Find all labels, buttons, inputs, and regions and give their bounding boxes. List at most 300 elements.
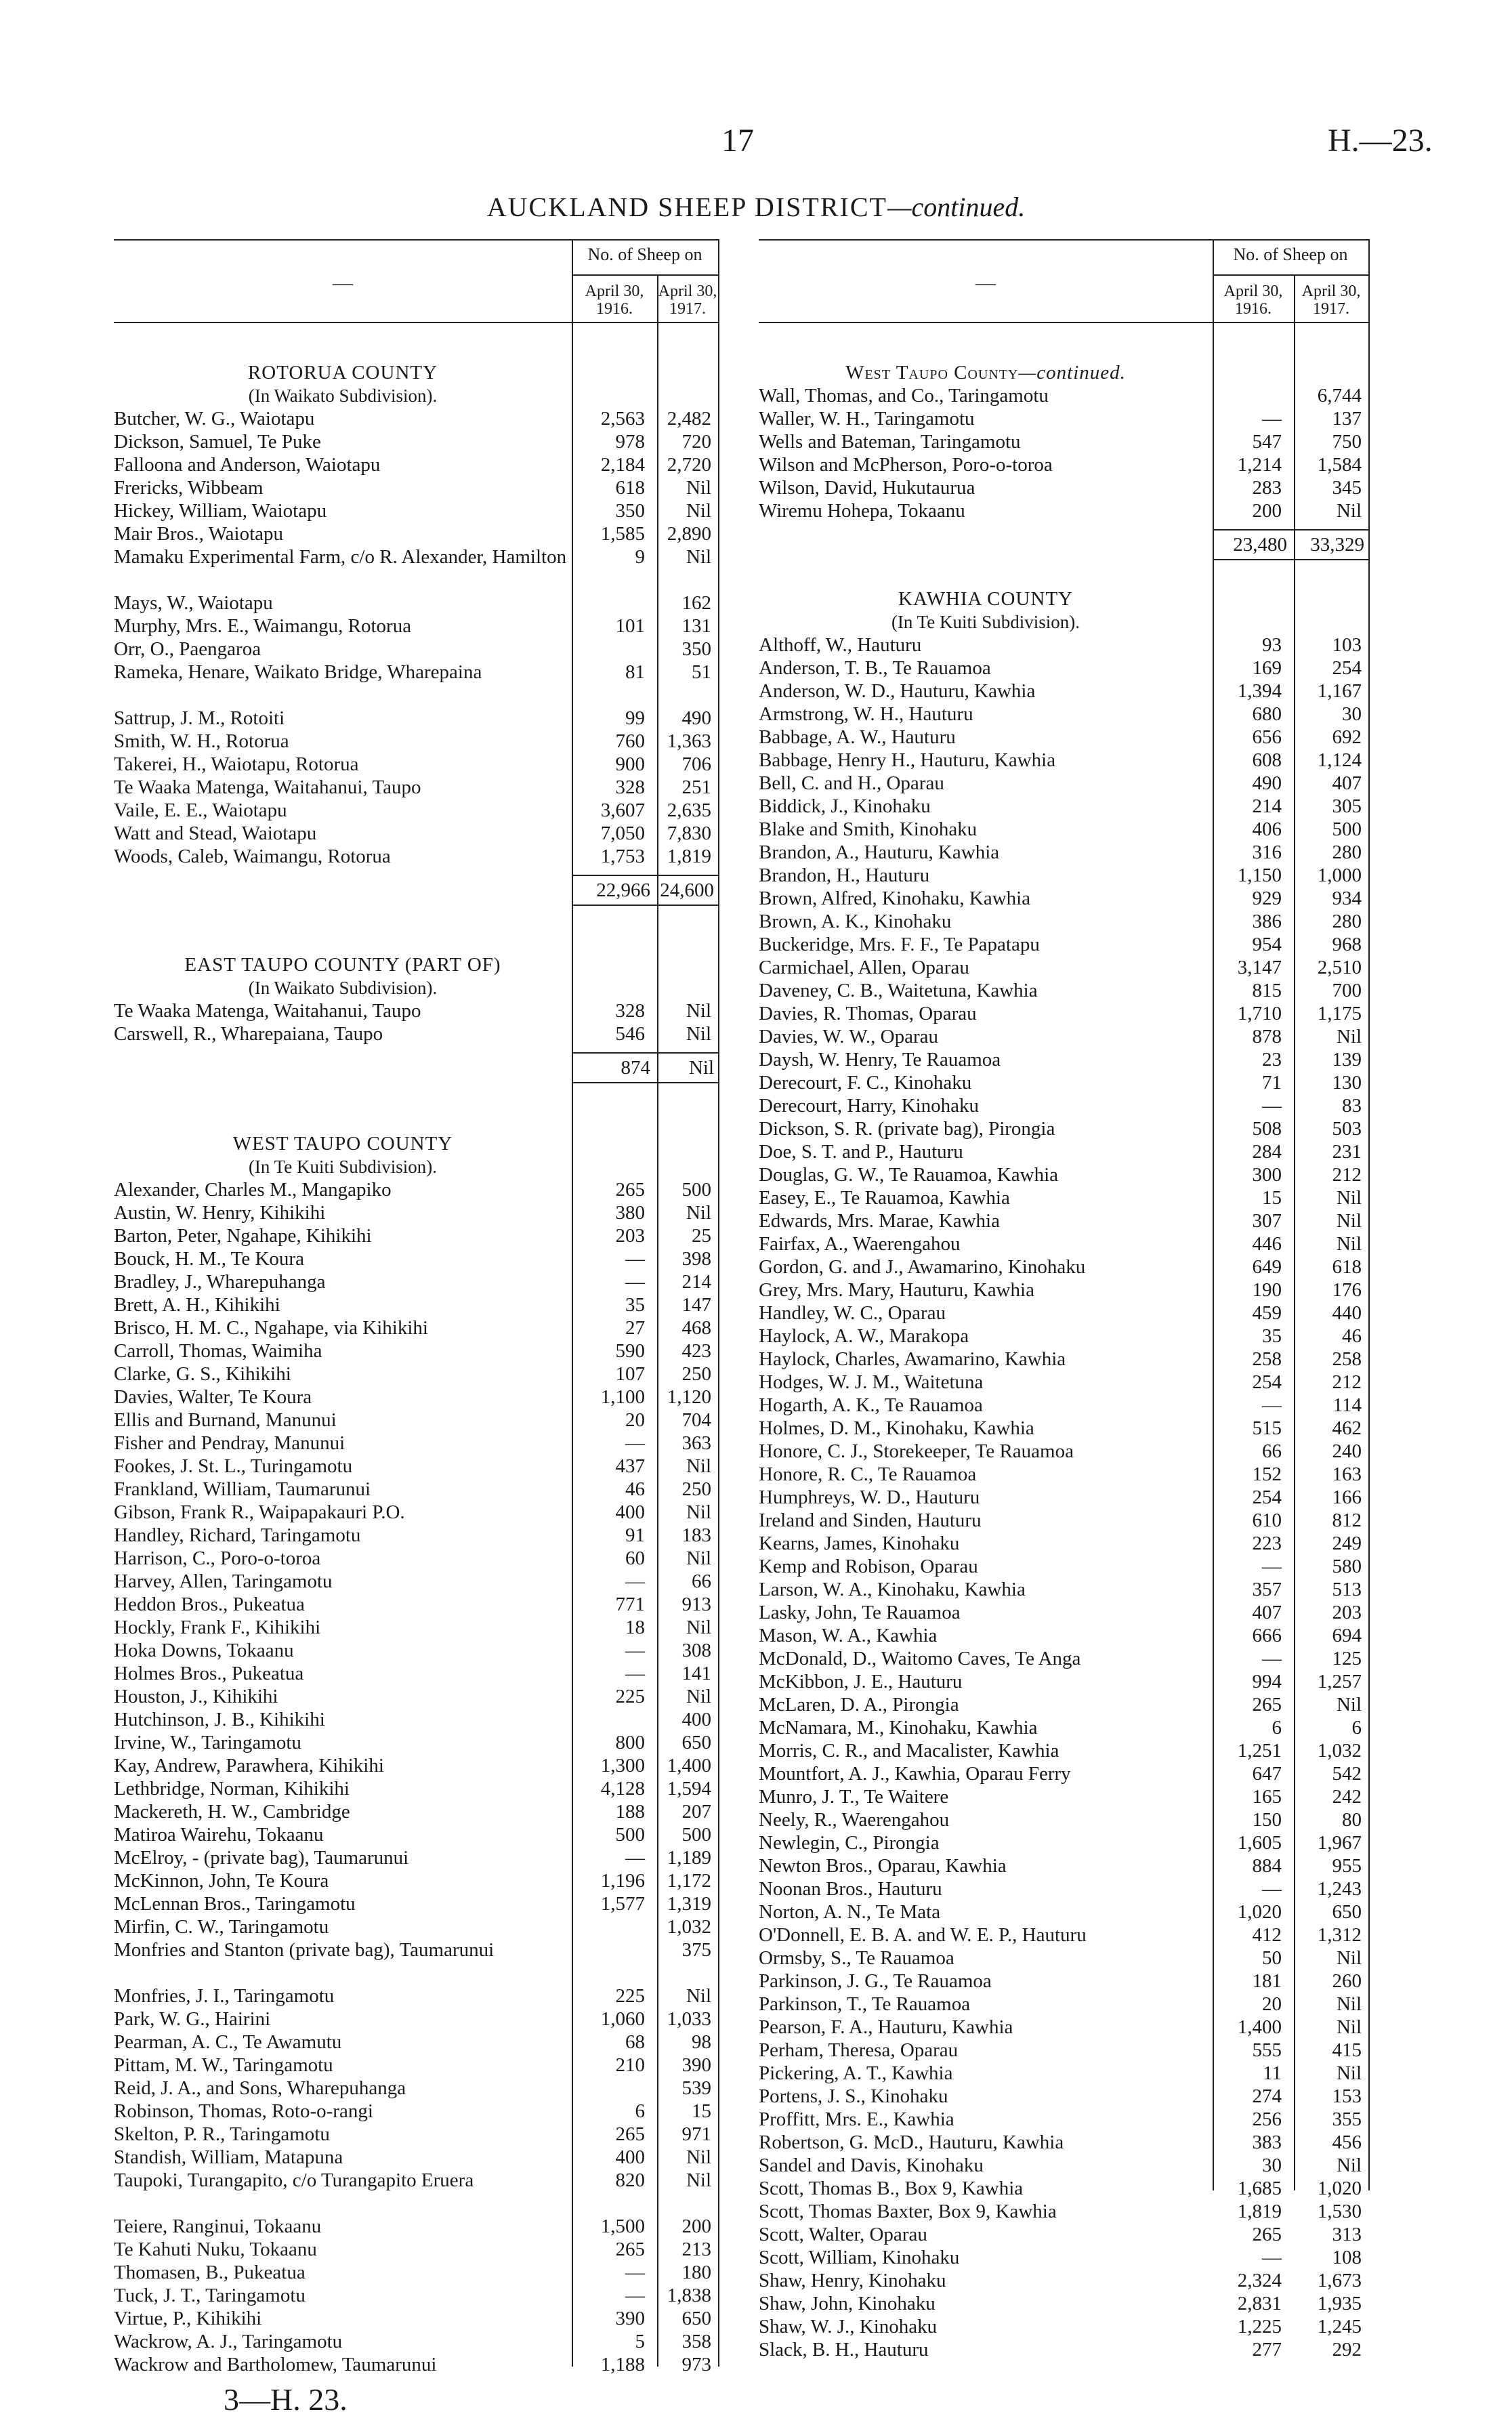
table-row-name <box>114 2077 406 2100</box>
row-name-text: Murphy, Mrs. E., Waimangu, Rotorua <box>114 615 412 637</box>
table-row-name <box>759 1555 978 1578</box>
row-value-1917: 971 <box>681 2123 711 2145</box>
table-row-name <box>114 1846 408 1869</box>
row-value-1916: 91 <box>625 1524 645 1546</box>
table-row-name <box>759 2315 937 2338</box>
row-name-text: Hutchinson, J. B., Kihikihi <box>114 1709 325 1730</box>
row-name-text: Irvine, W., Taringamotu <box>114 1732 301 1753</box>
table-row-name <box>759 1624 937 1647</box>
table-row-name <box>759 2131 1064 2154</box>
table-row-name <box>759 1325 969 1348</box>
row-value-1917: Nil <box>686 1686 711 1707</box>
row-name-text: Babbage, Henry H., Hauturu, Kawhia <box>759 749 1056 771</box>
row-name-text: Holmes, D. M., Kinohaku, Kawhia <box>759 1417 1034 1439</box>
table-row-name <box>759 1348 1066 1371</box>
row-value-1916: 547 <box>1252 431 1282 453</box>
row-name-text: Te Kahuti Nuku, Tokaanu <box>114 2239 317 2260</box>
row-value-1916: 800 <box>615 1732 645 1753</box>
row-value-1917: 313 <box>1332 2224 1362 2245</box>
table-row-name <box>759 384 1049 407</box>
row-name-text: Slack, B. H., Hauturu <box>759 2339 929 2361</box>
row-value-1917: 15 <box>692 2100 711 2122</box>
row-name-text: Standish, William, Matapuna <box>114 2146 343 2168</box>
row-value-1916: 400 <box>615 2146 645 2168</box>
table-row-name <box>759 680 1035 703</box>
section-subheading: (In Waikato Subdivision). <box>248 978 438 998</box>
table-row-name <box>114 1178 392 1201</box>
row-name-text: Fisher and Pendray, Manunui <box>114 1432 345 1454</box>
row-name-text: McKibbon, J. E., Hauturu <box>759 1671 963 1692</box>
table-row-name <box>114 2031 341 2054</box>
row-name-text: Buckeridge, Mrs. F. F., Te Papatapu <box>759 934 1040 955</box>
row-value-1916: 225 <box>615 1985 645 2007</box>
table-row-name <box>759 1923 1087 1947</box>
table-row-name <box>759 1739 1059 1762</box>
row-value-1916: 1,214 <box>1237 454 1282 476</box>
row-name-text: Daveney, C. B., Waitetuna, Kawhia <box>759 980 1038 1001</box>
row-value-1916: 994 <box>1252 1671 1282 1692</box>
row-value-1916: 274 <box>1252 2085 1282 2107</box>
row-value-1916: — <box>1262 1095 1282 1117</box>
table-row-name <box>114 2123 330 2146</box>
row-name-text: Mason, W. A., Kawhia <box>759 1625 938 1646</box>
row-value-1916: — <box>625 1847 645 1869</box>
document-code: H.—23. <box>1328 123 1433 159</box>
row-value-1917: 500 <box>1332 818 1362 840</box>
row-name-text: Perham, Theresa, Oparau <box>759 2039 959 2061</box>
row-value-1916: 1,400 <box>1237 2016 1282 2038</box>
row-value-1917: 231 <box>1332 1141 1362 1163</box>
table-row-name <box>759 2200 1057 2223</box>
row-value-1917: 1,172 <box>667 1870 711 1892</box>
section-subheading: (In Waikato Subdivision). <box>248 386 438 406</box>
table-row-name <box>114 730 289 753</box>
row-value-1917: 280 <box>1332 841 1362 863</box>
row-value-1916: 60 <box>625 1547 645 1569</box>
row-value-1916: 7,050 <box>600 823 645 844</box>
row-value-1916: — <box>625 2285 645 2306</box>
table-row-name <box>114 430 321 453</box>
row-value-1917: 913 <box>681 1594 711 1615</box>
row-name-text: Matiroa Wairehu, Tokaanu <box>114 1824 324 1846</box>
row-value-1917: 6,744 <box>1317 385 1362 407</box>
row-value-1916: 383 <box>1252 2132 1282 2153</box>
row-name-text: Shaw, Henry, Kinohaku <box>759 2270 946 2291</box>
row-value-1917: 214 <box>681 1271 711 1293</box>
footer-signature: 3—H. 23. <box>224 2382 348 2417</box>
table-row-name <box>114 845 391 868</box>
row-value-1916: 1,685 <box>1237 2178 1282 2199</box>
row-value-1916: 1,188 <box>600 2354 645 2375</box>
row-value-1916: 265 <box>615 2123 645 2145</box>
row-value-1917: Nil <box>686 1023 711 1045</box>
header-mid-rule <box>572 274 718 276</box>
row-name-text: Heddon Bros., Pukeatua <box>114 1594 305 1615</box>
row-name-text: Frericks, Wibbeam <box>114 477 264 499</box>
table-row-name <box>114 1455 352 1478</box>
row-value-1917: 415 <box>1332 2039 1362 2061</box>
row-value-1917: 440 <box>1332 1302 1362 1324</box>
table-row-name <box>759 476 975 499</box>
table-row-name <box>114 707 285 730</box>
row-value-1916: 5 <box>635 2331 645 2352</box>
table-row-name <box>114 1293 280 1316</box>
table-row-name <box>114 407 314 430</box>
row-name-text: Pickering, A. T., Kawhia <box>759 2062 953 2084</box>
row-name-text: Houston, J., Kihikihi <box>114 1686 278 1707</box>
row-name-text: Wiremu Hohepa, Tokaanu <box>759 500 965 522</box>
row-name-text: Honore, C. J., Storekeeper, Te Rauamoa <box>759 1440 1074 1462</box>
row-name-text: Neely, R., Waerengahou <box>759 1809 950 1831</box>
row-value-1917: 700 <box>1332 980 1362 1001</box>
row-value-1916: 15 <box>1262 1187 1282 1209</box>
row-value-1916: 590 <box>615 1340 645 1362</box>
row-value-1916: 66 <box>1262 1440 1282 1462</box>
section-heading-text: West Taupo County <box>845 362 1019 383</box>
table-row-name <box>759 1302 946 1325</box>
row-value-1916: 760 <box>615 730 645 752</box>
table-row-name <box>759 1440 1074 1463</box>
row-name-text: Munro, J. T., Te Waitere <box>759 1786 949 1808</box>
table-row-name <box>759 1417 1034 1440</box>
row-name-text: Althoff, W., Hauturu <box>759 634 922 656</box>
row-value-1917: 650 <box>1332 1901 1362 1923</box>
row-value-1917: Nil <box>1336 1947 1362 1969</box>
total-bottom-rule <box>572 1082 718 1083</box>
row-name-text: Wilson, David, Hukutaurua <box>759 477 975 499</box>
row-value-1917: 114 <box>1332 1394 1362 1416</box>
total-bottom-rule <box>572 904 718 906</box>
row-name-text: Scott, Walter, Oparau <box>759 2224 927 2245</box>
row-value-1917: 1,032 <box>1317 1740 1362 1762</box>
page-number: 17 <box>721 123 754 159</box>
table-row-name <box>114 1478 371 1501</box>
row-value-1916: — <box>1262 1878 1282 1900</box>
row-name-text: Derecourt, F. C., Kinohaku <box>759 1072 972 1094</box>
row-value-1916: 265 <box>615 1179 645 1201</box>
row-value-1916: 2,831 <box>1237 2293 1282 2314</box>
row-name-text: Austin, W. Henry, Kihikihi <box>114 1202 326 1224</box>
table-row-name <box>759 1947 954 1970</box>
row-name-text: Pearman, A. C., Te Awamutu <box>114 2031 342 2053</box>
row-value-1916: 546 <box>615 1023 645 1045</box>
table-row-name <box>759 1831 940 1854</box>
total-top-rule <box>572 875 718 876</box>
row-name-text: Takerei, H., Waiotapu, Rotorua <box>114 753 359 775</box>
table-row-name <box>759 430 1021 453</box>
column-head-1917: April 30, 1917. <box>1301 283 1361 318</box>
table-row-name <box>114 1201 325 1224</box>
row-value-1916: 190 <box>1252 1279 1282 1301</box>
table-row-name <box>759 887 1030 910</box>
row-value-1917: 1,935 <box>1317 2293 1362 2314</box>
row-value-1916: 18 <box>625 1617 645 1638</box>
row-value-1916: 1,753 <box>600 846 645 867</box>
left-table <box>114 239 723 2373</box>
table-row-name <box>114 615 411 638</box>
row-value-1917: 249 <box>1332 1533 1362 1554</box>
row-name-text: Fairfax, A., Waerengahou <box>759 1233 961 1255</box>
row-value-1917: Nil <box>1336 2155 1362 2176</box>
row-name-text: Ireland and Sinden, Hauturu <box>759 1510 982 1531</box>
row-name-text: Scott, William, Kinohaku <box>759 2247 960 2268</box>
row-value-1917: 25 <box>692 1225 711 1247</box>
row-value-1916: 647 <box>1252 1763 1282 1785</box>
table-row-name <box>759 1785 948 1808</box>
row-name-text: Edwards, Mrs. Marae, Kawhia <box>759 1210 1000 1232</box>
row-value-1916: 878 <box>1252 1026 1282 1047</box>
row-name-text: Frankland, William, Taumarunui <box>114 1478 371 1500</box>
row-value-1916: 328 <box>615 1000 645 1022</box>
table-row-name <box>114 1777 350 1800</box>
row-value-1916: 649 <box>1252 1256 1282 1278</box>
row-value-1917: 720 <box>681 431 711 453</box>
row-value-1916: 610 <box>1252 1510 1282 1531</box>
row-name-text: Scott, Thomas B., Box 9, Kawhia <box>759 2178 1024 2199</box>
table-row-name <box>759 1762 1071 1785</box>
row-value-1916: — <box>1262 1556 1282 1577</box>
row-value-1917: 650 <box>681 1732 711 1753</box>
section-heading <box>759 361 1213 384</box>
row-value-1916: 214 <box>1252 795 1282 817</box>
row-value-1916: 316 <box>1252 841 1282 863</box>
row-value-1917: 292 <box>1332 2339 1362 2361</box>
row-value-1916: 406 <box>1252 818 1282 840</box>
table-row-name <box>759 1716 1038 1739</box>
row-value-1917: 6 <box>1351 1717 1362 1739</box>
row-name-text: Larson, W. A., Kinohaku, Kawhia <box>759 1579 1026 1600</box>
table-row-name <box>759 2338 929 2361</box>
column-head-label: No. of Sheep on <box>587 245 702 264</box>
row-value-1917: 490 <box>681 707 711 729</box>
row-value-1916: 93 <box>1262 634 1282 656</box>
table-row-name <box>114 1270 325 1293</box>
table-row-name <box>759 1048 1001 1071</box>
row-value-1917: 1,319 <box>667 1893 711 1915</box>
row-value-1917: 305 <box>1332 795 1362 817</box>
row-value-1917: 618 <box>1332 1256 1362 1278</box>
row-value-1917: 137 <box>1332 408 1362 430</box>
row-name-text: Rameka, Henare, Waikato Bridge, Wharepaina <box>114 661 482 683</box>
row-name-text: Te Waaka Matenga, Waitahanui, Taupo <box>114 776 421 798</box>
row-name-text: Honore, R. C., Te Rauamoa <box>759 1463 977 1485</box>
row-name-text: Portens, J. S., Kinohaku <box>759 2085 948 2107</box>
row-name-text: Grey, Mrs. Mary, Hauturu, Kawhia <box>759 1279 1034 1301</box>
row-value-1917: 468 <box>681 1317 711 1339</box>
row-value-1917: Nil <box>1336 1187 1362 1209</box>
table-row-name <box>759 2269 946 2292</box>
row-name-text: Daysh, W. Henry, Te Rauamoa <box>759 1049 1001 1070</box>
row-value-1917: 250 <box>681 1478 711 1500</box>
table-row-name <box>759 453 1053 476</box>
title-continued: —continued. <box>887 192 1026 222</box>
row-value-1917: Nil <box>1336 1210 1362 1232</box>
row-name-text: Brown, Alfred, Kinohaku, Kawhia <box>759 888 1031 909</box>
row-value-1916: 490 <box>1252 772 1282 794</box>
row-value-1916: 4,128 <box>600 1778 645 1800</box>
row-value-1916: 27 <box>625 1317 645 1339</box>
row-value-1916: — <box>1262 1394 1282 1416</box>
row-value-1916: 30 <box>1262 2155 1282 2176</box>
row-value-1917: 812 <box>1332 1510 1362 1531</box>
row-value-1917: 212 <box>1332 1371 1362 1393</box>
total-1917: Nil <box>688 1057 714 1079</box>
section-heading <box>114 361 572 384</box>
row-value-1916: 618 <box>615 477 645 499</box>
table-row-name <box>759 1209 1000 1232</box>
row-name-text: Ormsby, S., Te Rauamoa <box>759 1947 954 1969</box>
row-value-1916: 390 <box>615 2308 645 2329</box>
row-value-1916: 508 <box>1252 1118 1282 1140</box>
row-value-1917: 2,482 <box>667 408 711 430</box>
row-value-1917: 968 <box>1332 934 1362 955</box>
row-value-1916: 1,300 <box>600 1755 645 1776</box>
row-value-1917: 580 <box>1332 1556 1362 1577</box>
row-value-1917: 390 <box>681 2054 711 2076</box>
row-value-1917: 423 <box>681 1340 711 1362</box>
row-value-1917: Nil <box>686 1985 711 2007</box>
table-row-name <box>759 1232 961 1255</box>
row-value-1917: 162 <box>681 592 711 614</box>
total-top-rule <box>1213 529 1368 531</box>
row-value-1916: 200 <box>1252 500 1282 522</box>
table-row-name <box>759 1647 1080 1670</box>
row-value-1917: 706 <box>681 753 711 775</box>
row-value-1917: 30 <box>1342 703 1362 725</box>
row-value-1917: 375 <box>681 1939 711 1961</box>
header-mid-rule <box>1213 274 1368 276</box>
row-name-text: Tuck, J. T., Taringamotu <box>114 2285 306 2306</box>
row-value-1917: 750 <box>1332 431 1362 453</box>
row-value-1917: 1,312 <box>1317 1924 1362 1946</box>
table-row-name <box>114 1800 350 1823</box>
row-name-text: Hockly, Frank F., Kihikihi <box>114 1617 321 1638</box>
table-row-name <box>759 1094 979 1117</box>
table-row-name <box>114 1616 320 1639</box>
table-row-name <box>114 1316 428 1339</box>
row-value-1917: 180 <box>681 2262 711 2283</box>
row-name-text: Falloona and Anderson, Waiotapu <box>114 454 381 476</box>
row-name-text: Armstrong, W. H., Hauturu <box>759 703 973 725</box>
row-name-text: McKinnon, John, Te Koura <box>114 1870 329 1892</box>
row-value-1917: 207 <box>681 1801 711 1823</box>
row-name-text: Derecourt, Harry, Kinohaku <box>759 1095 980 1117</box>
row-value-1917: 363 <box>681 1432 711 1454</box>
row-value-1917: 308 <box>681 1640 711 1661</box>
table-row-name <box>114 1224 372 1247</box>
table-row-name <box>114 2353 436 2376</box>
row-value-1916: 99 <box>625 707 645 729</box>
row-value-1916: 400 <box>615 1501 645 1523</box>
row-value-1916: — <box>625 2262 645 2283</box>
row-name-text: Bradley, J., Wharepuhanga <box>114 1271 326 1293</box>
table-row-name <box>759 749 1055 772</box>
row-value-1916: 169 <box>1252 657 1282 679</box>
table-row-name <box>114 1708 325 1731</box>
section-heading-text: ROTORUA COUNTY <box>247 362 438 383</box>
row-value-1916: 3,607 <box>600 799 645 821</box>
row-name-text: Humphreys, W. D., Hauturu <box>759 1486 980 1508</box>
row-value-1917: 83 <box>1342 1095 1362 1117</box>
table-row-name <box>114 2100 373 2123</box>
row-value-1916: 608 <box>1252 749 1282 771</box>
row-value-1916: 1,819 <box>1237 2201 1282 2222</box>
row-name-text: Te Waaka Matenga, Waitahanui, Taupo <box>114 1000 421 1022</box>
row-name-text: Robertson, G. McD., Hauturu, Kawhia <box>759 2132 1064 2153</box>
row-value-1916: 254 <box>1252 1371 1282 1393</box>
row-name-text: Smith, W. H., Rotorua <box>114 730 289 752</box>
row-value-1917: 280 <box>1332 911 1362 932</box>
row-value-1917: 398 <box>681 1248 711 1270</box>
section-heading <box>114 1132 572 1155</box>
row-name-text: Hogarth, A. K., Te Rauamoa <box>759 1394 983 1416</box>
row-value-1916: 884 <box>1252 1855 1282 1877</box>
table-row-name <box>114 1938 568 1961</box>
row-value-1916: 101 <box>615 615 645 637</box>
row-name-text: Hickey, William, Waiotapu <box>114 500 327 522</box>
table-row-name <box>114 2215 321 2238</box>
row-name-text: Gibson, Frank R., Waipapakauri P.O. <box>114 1501 405 1523</box>
row-name-text: Parkinson, J. G., Te Rauamoa <box>759 1970 992 1992</box>
row-value-1917: Nil <box>1336 2016 1362 2038</box>
row-value-1916: 771 <box>615 1594 645 1615</box>
title-main: AUCKLAND SHEEP DISTRICT <box>486 192 887 222</box>
table-row-name <box>759 2177 1023 2200</box>
row-name-text: Dickson, Samuel, Te Puke <box>114 431 321 453</box>
total-1916: 22,966 <box>596 879 650 901</box>
row-value-1917: 1,175 <box>1317 1003 1362 1024</box>
row-name-text: Kay, Andrew, Parawhera, Kihikihi <box>114 1755 384 1776</box>
row-value-1917: 139 <box>1332 1049 1362 1070</box>
total-1916: 874 <box>621 1057 650 1079</box>
row-value-1916: 283 <box>1252 477 1282 499</box>
row-name-text: Brandon, H., Hauturu <box>759 865 930 886</box>
table-row-name <box>759 1532 959 1555</box>
row-value-1917: 147 <box>681 1294 711 1316</box>
table-row-name <box>114 453 380 476</box>
row-value-1917: 1,400 <box>667 1755 711 1776</box>
table-row-name <box>114 2307 261 2330</box>
row-value-1916: — <box>625 1663 645 1684</box>
row-value-1917: 240 <box>1332 1440 1362 1462</box>
table-row-name <box>759 726 956 749</box>
row-name-text: Barton, Peter, Ngahape, Kihikihi <box>114 1225 372 1247</box>
row-value-1917: 166 <box>1332 1486 1362 1508</box>
table-row-name <box>759 1371 983 1394</box>
row-value-1916: 386 <box>1252 911 1282 932</box>
row-name-text: Harvey, Allen, Taringamotu <box>114 1571 333 1592</box>
table-row-name <box>114 1524 360 1547</box>
row-value-1916: 2,563 <box>600 408 645 430</box>
row-name-text: Kearns, James, Kinohaku <box>759 1533 960 1554</box>
row-name-text: O'Donnell, E. B. A. and W. E. P., Hauturu <box>759 1924 1087 1946</box>
table-row-name <box>759 499 965 522</box>
table-row-name <box>759 1463 976 1486</box>
table-row-name <box>114 2284 306 2307</box>
table-row-name <box>759 795 931 818</box>
row-value-1916: 1,225 <box>1237 2316 1282 2337</box>
row-value-1917: Nil <box>686 477 711 499</box>
row-value-1916: 256 <box>1252 2108 1282 2130</box>
row-value-1916: 6 <box>635 2100 645 2122</box>
section-subheading: (In Te Kuiti Subdivision). <box>248 1157 438 1177</box>
header-dash: — <box>333 272 353 294</box>
row-name-text: Mays, W., Waiotapu <box>114 592 273 614</box>
row-value-1917: 503 <box>1332 1118 1362 1140</box>
row-value-1917: 254 <box>1332 657 1362 679</box>
row-name-text: Mountfort, A. J., Kawhia, Oparau Ferry <box>759 1763 1071 1785</box>
header-bottom-rule <box>759 322 1368 323</box>
